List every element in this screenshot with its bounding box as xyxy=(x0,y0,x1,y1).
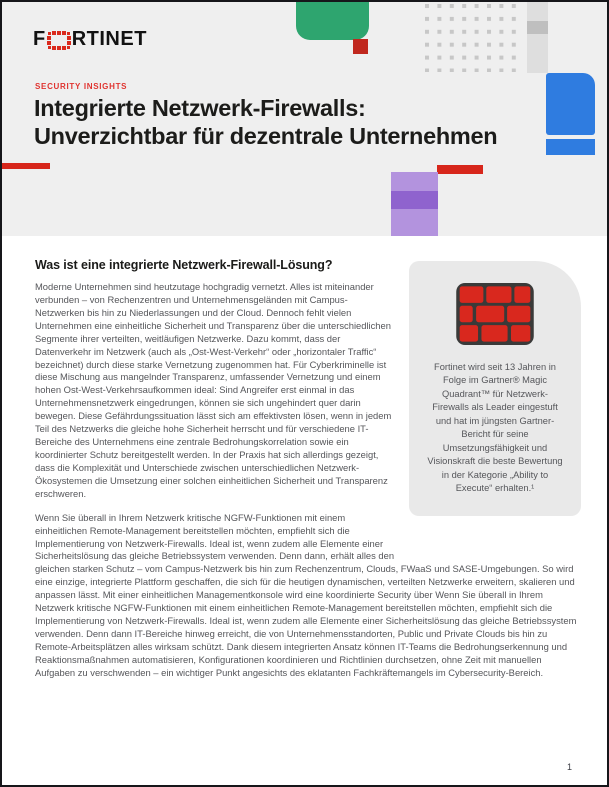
gray-bar-decoration xyxy=(527,2,548,73)
fortinet-logo xyxy=(33,28,147,51)
article-body xyxy=(2,236,607,680)
page-number: 1 xyxy=(567,762,573,772)
fortinet-pixel-o-icon xyxy=(47,31,71,50)
page-title xyxy=(34,94,497,150)
logo-letters-rtinet: RTINET xyxy=(71,28,147,50)
body-paragraph-1: Moderne Unternehmen sind heutzutage hochgradig vernetzt. Alles ist miteinander verbunden – von Rechenzentren und Unternehmensgeländen mit Campus-Netzwerken bis hin zu Niederlassungen und der Cloud. Dennoch fehlt vielen Unternehmen eine einheitliche Sicherheit und Transparenz über die unterschiedlichen Segmente ihrer verteilten, weitläufigen Netzwerke. Dazu kommt, dass der Datenverkehr im Netzwerk (auch als „Ost-West-Verkehr“ oder „horizontaler Traffic“ bezeichnet) durch diese starke Vernetzung zugenommen hat. Für Cyberkriminelle ist diese Mischung aus mangelnder Transparenz, umfassender Vernetzung und einem hohen Ost-West-Verkehrsaufkommen ideal: Sind Angreifer erst einmal in das Unternehmensnetzwerk eingedrungen, können sie sich ungehindert quer darin bewegen. Diese Gefährdungssituation lässt sich am effektivsten lösen, wenn in jedem Teil des Netzwerks die gleiche hohe Sicherheit herrscht und für verschiedene IT-Bereiche des Unternehmens eine zentrale Bedrohungskorrelation sowie ein koordinierter Schutz bereitgestellt werden. In der Praxis hat sich allerdings gezeigt, dass die Komplexität und Unterschiede zwischen unterschiedlichen Netzwerk-Ökosystemen die Umsetzung einer solchen einheitlichen Sicherheit und Transparenz erschweren. xyxy=(35,281,392,499)
title-line-1: Integrierte Netzwerk-Firewalls: xyxy=(34,95,366,121)
purple-block-decoration xyxy=(391,191,438,209)
header-band xyxy=(2,2,607,236)
firewall-brick-icon xyxy=(456,283,534,345)
blue-bar-decoration xyxy=(546,139,595,155)
section-heading: Was ist eine integrierte Netzwerk-Firewall-Lösung? xyxy=(35,258,333,272)
logo-letter-f: F xyxy=(33,28,46,50)
green-rect-decoration xyxy=(296,2,369,40)
gartner-callout-text: Fortinet wird seit 13 Jahren in Folge im Gartner® Magic Quadrant™ für Netzwerk-Firewalls als Leader eingestuft und hat im jüngsten Gartner-Bericht für seine Umsetzungsfähigkeit und Visionskraft die beste Bewertung in der Kategorie „Ability to Execute“ erhalten.¹ xyxy=(427,362,563,494)
gartner-callout-card xyxy=(409,261,581,516)
gray-bar-segment xyxy=(527,21,548,34)
dot-grid-decoration xyxy=(425,4,517,77)
body-paragraph-2: Wenn Sie überall in Ihrem Netzwerk kritische NGFW-Funktionen mit einem einheitlichen Remote-Management bereitstellen möchten, empfiehlt sich die Implementierung von Netzwerk-Firewalls. Ideal ist, wenn zudem alle Elemente einer Sicherheitslösung das gleiche Betriebssystem verwenden. Denn dann, erhält alles den gleichen starken Schutz – vom Campus-Netzwerk bis hin zum Rechenzentrum, Clouds, FWaaS und SASE-Umgebungen. So wird eine einzige, integrierte Plattform geschaffen, die sich für die heutigen dynamischen, verteilten Netzwerke erweitern, skalieren und anpassen lässt. Mit einer einheitlichen Managementkonsole wird eine koordinierte Security über Wenn Sie überall in Ihrem Netzwerk kritische NGFW-Funktionen mit einem einheitlichen Remote-Management bereitstellen möchten, empfiehlt sich die Implementierung von Netzwerk-Firewalls. Ideal ist, wenn zudem alle Elemente einer Sicherheitslösung das gleiche Betriebssystem verwenden. Denn dann IT-Bereiche hinweg erreicht, die von Unternehmensstandorten, Public und Private Clouds bis hin zu Remote-Arbeitsplätzen alles wirksam schützt. Dank diesem integrierten Ansatz können IT-Teams die Bedrohungserkennung und Reaktionsmaßnahmen automatisieren, Konfigurationen koordinieren und Richtlinien durchsetzen, ohne Zeit mit manuellen Aufgaben zu verschwenden – ein wichtiger Punkt angesichts des eklatanten Fachkräftemangels im Cybersecurity-Bereich. xyxy=(35,511,577,678)
purple-block-decoration xyxy=(391,172,438,191)
red-bar-left-decoration xyxy=(2,163,50,169)
purple-block-decoration xyxy=(391,209,438,236)
blue-rect-decoration xyxy=(546,73,595,135)
title-line-2: Unverzichtbar für dezentrale Unternehmen xyxy=(34,123,498,149)
red-square-decoration xyxy=(353,39,368,54)
eyebrow-label: SECURITY INSIGHTS xyxy=(35,82,128,91)
red-bar-right-decoration xyxy=(437,165,483,174)
